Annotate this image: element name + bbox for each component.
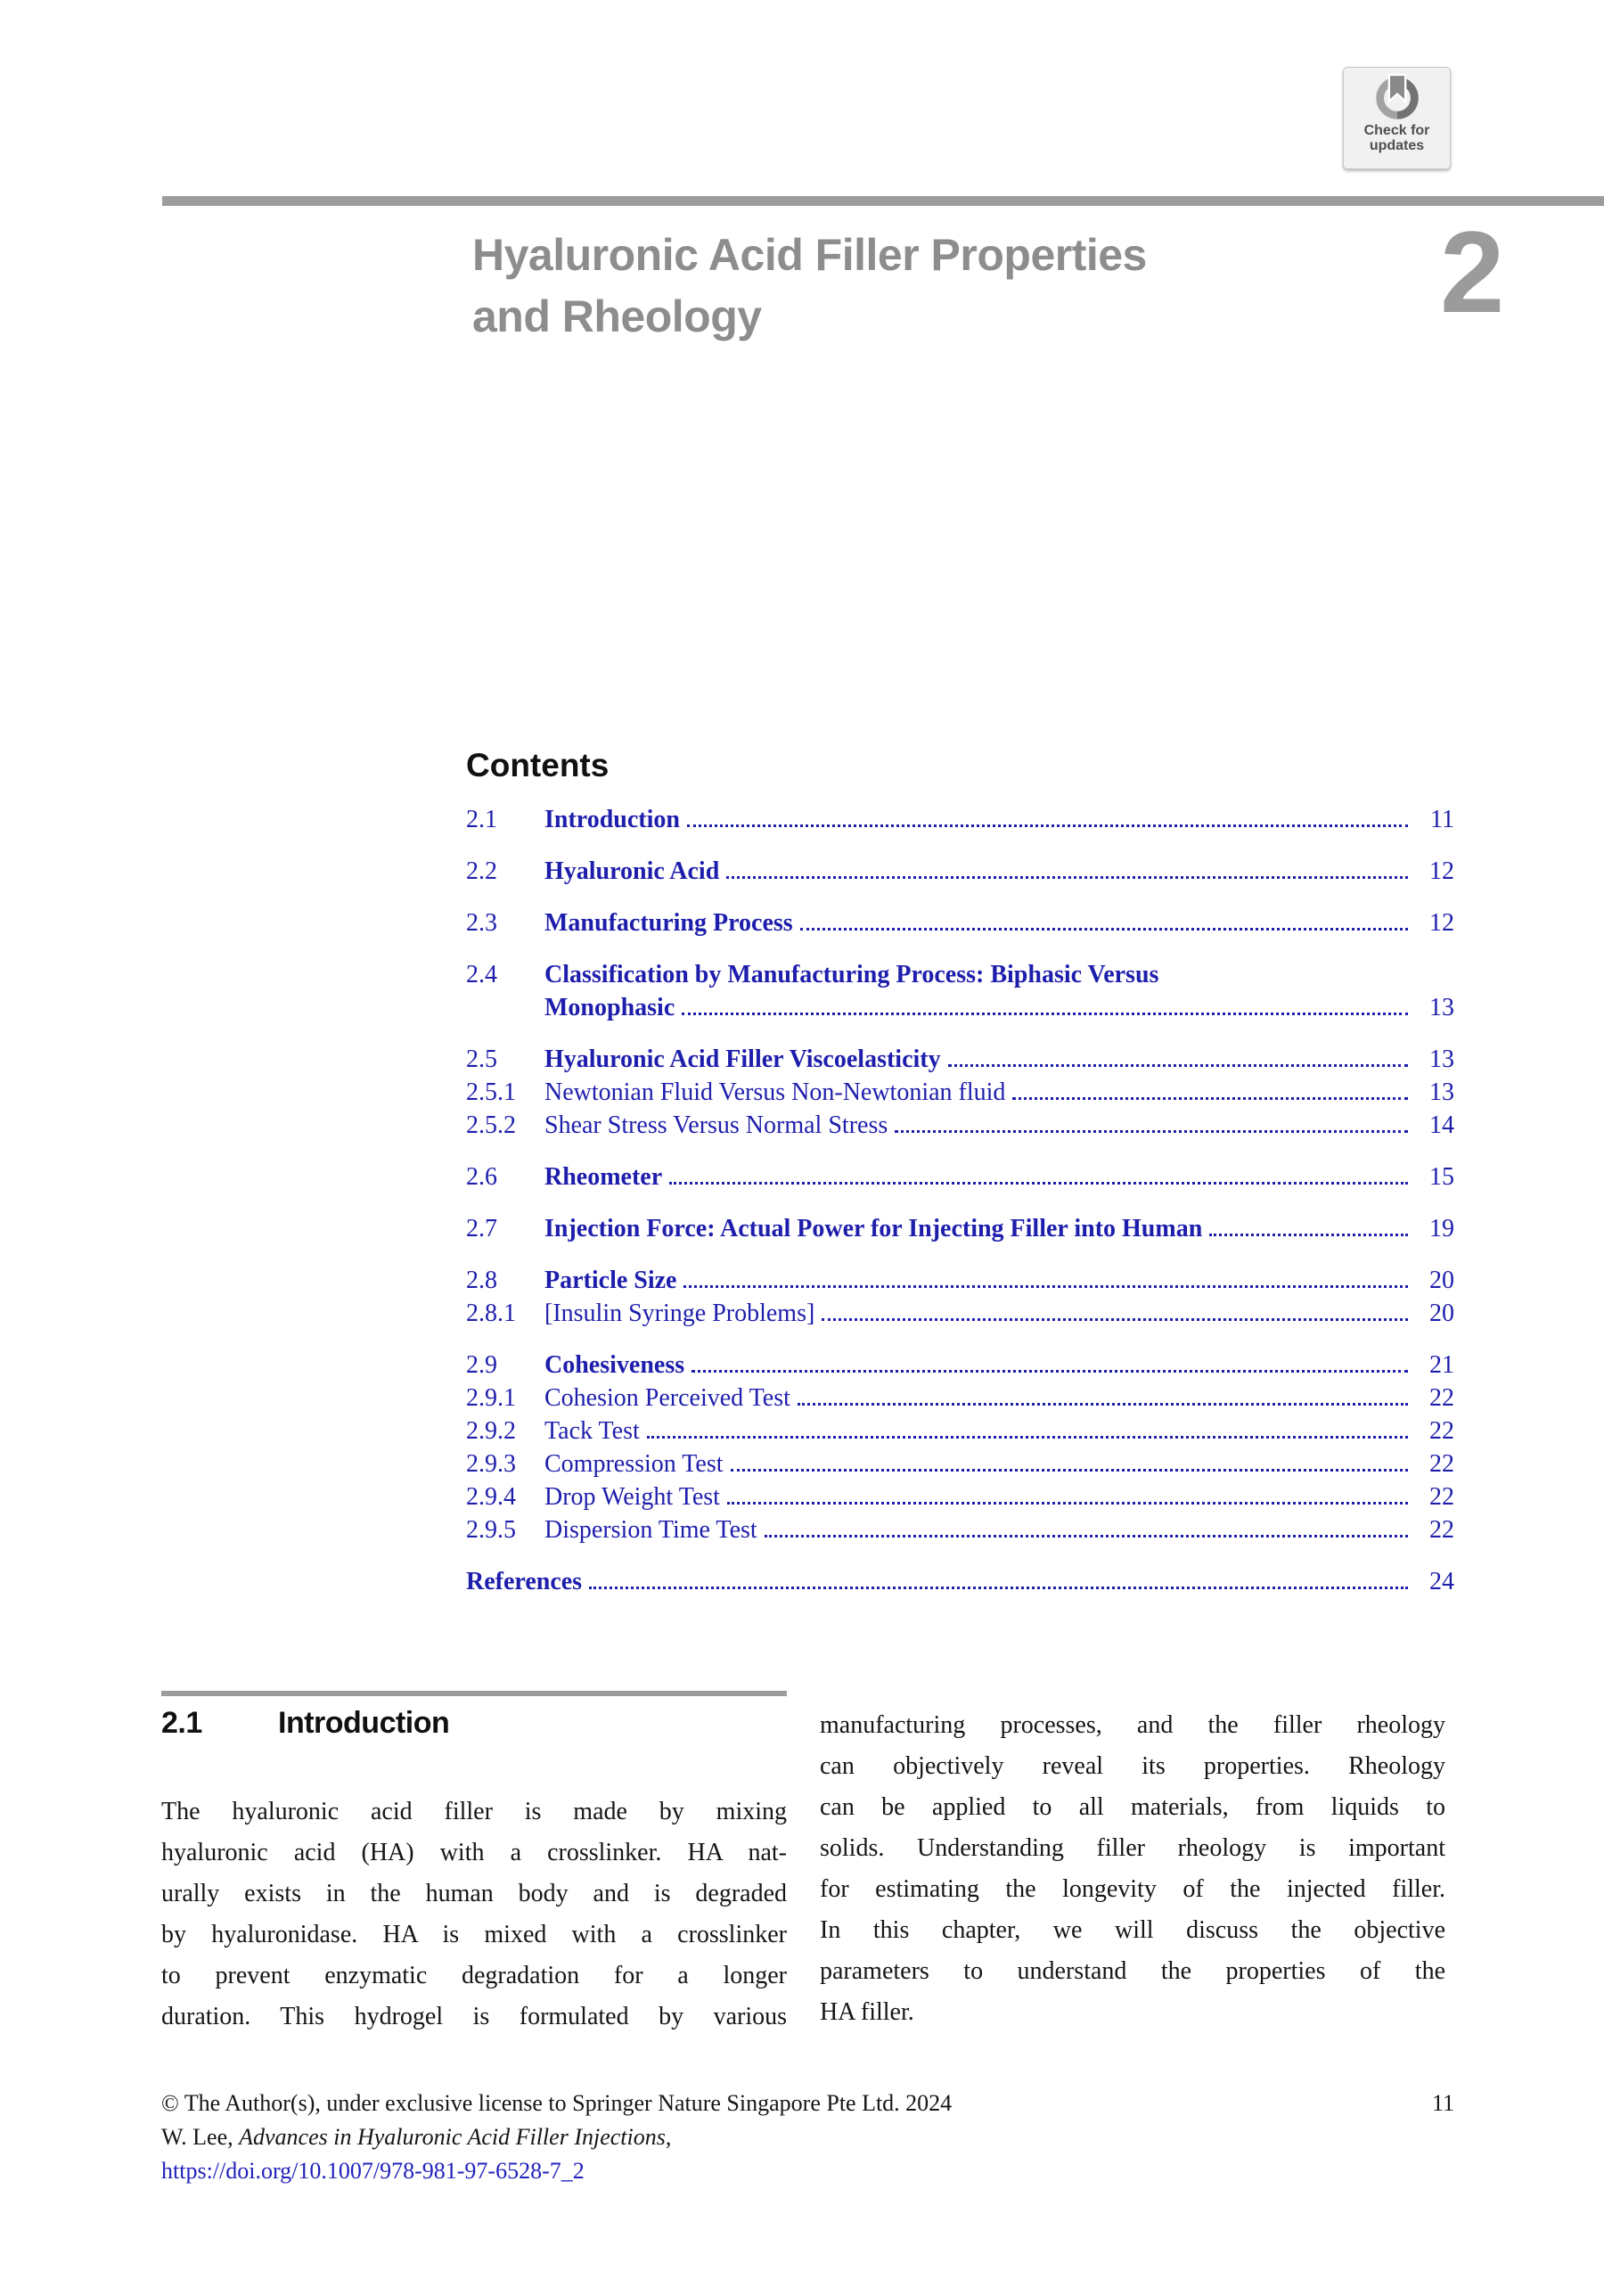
toc-entry-number-spacer xyxy=(466,991,544,1024)
toc-entry xyxy=(466,1349,1454,1382)
toc-entry-page: 22 xyxy=(1429,1483,1454,1511)
toc-dot-leader xyxy=(948,1064,1408,1067)
text-line: hyaluronic acid (HA) with a crosslinker. HA nat- xyxy=(161,1839,787,1866)
toc-entry xyxy=(466,1264,1454,1297)
text-line: duration. This hydrogel is formulated by various xyxy=(161,2003,787,2030)
toc-entry-page: 13 xyxy=(1429,994,1454,1021)
toc-entry-page: 22 xyxy=(1429,1516,1454,1544)
text-line: by hyaluronidase. HA is mixed with a crosslinker xyxy=(161,1921,787,1948)
toc-dot-leader xyxy=(822,1318,1408,1321)
toc-entry-title: Rheometer xyxy=(544,1163,663,1191)
toc-dot-leader xyxy=(589,1587,1408,1589)
toc-entry xyxy=(466,1414,1454,1447)
toc-entry xyxy=(466,1076,1454,1109)
book-title-comma: , xyxy=(665,2124,672,2150)
toc-entry-number: 2.9.1 xyxy=(466,1384,516,1412)
text-line: urally exists in the human body and is degraded xyxy=(161,1880,787,1907)
toc-entry-number: 2.4 xyxy=(466,961,497,988)
text-line: HA filler. xyxy=(820,1998,914,2026)
badge-label-line2: updates xyxy=(1369,138,1425,153)
toc-entry-page: 11 xyxy=(1430,806,1454,833)
toc-entry-title: Injection Force: Actual Power for Injecting Filler into Human xyxy=(544,1215,1203,1242)
toc-entry-number: 2.8 xyxy=(466,1267,497,1294)
toc-entry-title: Dispersion Time Test xyxy=(544,1516,757,1544)
toc-entry xyxy=(466,1160,1454,1193)
chapter-number: 2 xyxy=(1440,207,1505,337)
page-number: 11 xyxy=(1431,2090,1454,2116)
toc-entry xyxy=(466,803,1454,836)
section-number: 2.1 xyxy=(161,1706,202,1740)
author-text: W. Lee, xyxy=(161,2124,240,2150)
section-title: Introduction xyxy=(278,1706,450,1740)
book-title: Advances in Hyaluronic Acid Filler Injections xyxy=(239,2124,666,2150)
toc-entry xyxy=(466,1447,1454,1480)
toc-entry-title: Cohesiveness xyxy=(544,1351,685,1379)
toc-dot-leader xyxy=(1209,1234,1408,1236)
toc-entry-number: 2.9.3 xyxy=(466,1450,516,1478)
toc-dot-leader xyxy=(692,1370,1408,1373)
toc-entry-page: 24 xyxy=(1429,1568,1454,1595)
text-line: can objectively reveal its properties. Rheology xyxy=(820,1752,1445,1780)
toc-entry xyxy=(466,958,1454,991)
text-line: to prevent enzymatic degradation for a longer xyxy=(161,1962,787,1989)
toc-entry-number: 2.9.2 xyxy=(466,1417,516,1445)
toc-entry-title: Drop Weight Test xyxy=(544,1483,720,1511)
doi-link[interactable]: https://doi.org/10.1007/978-981-97-6528-7_2 xyxy=(161,2158,585,2184)
toc-entry xyxy=(466,1480,1454,1513)
toc-dot-leader xyxy=(727,1502,1408,1505)
toc-dot-leader xyxy=(687,824,1408,827)
toc-entry-number: 2.1 xyxy=(466,806,497,833)
toc-entry-title: Hyaluronic Acid xyxy=(544,857,720,885)
toc-entry-page: 22 xyxy=(1429,1450,1454,1478)
toc-entry-title: Newtonian Fluid Versus Non-Newtonian fluid xyxy=(544,1078,1006,1106)
toc-entry-number: 2.9.4 xyxy=(466,1483,516,1511)
toc-entry-page: 12 xyxy=(1429,909,1454,937)
toc-entry-page: 15 xyxy=(1429,1163,1454,1191)
toc-entry-page: 22 xyxy=(1429,1384,1454,1412)
chapter-title-line1: Hyaluronic Acid Filler Properties xyxy=(472,230,1147,280)
toc-entry-title: Classification by Manufacturing Process: Biphasic Versus xyxy=(544,961,1159,988)
toc-entry-title: Shear Stress Versus Normal Stress xyxy=(544,1111,888,1139)
toc-entry-number: 2.5 xyxy=(466,1046,497,1073)
toc-entry-title: Compression Test xyxy=(544,1450,724,1478)
crossmark-logo-icon xyxy=(1371,71,1424,123)
toc-entry-page: 20 xyxy=(1429,1267,1454,1294)
toc-entry-number: 2.6 xyxy=(466,1163,497,1191)
toc-entry-title: Tack Test xyxy=(544,1417,640,1445)
toc-entry-title: Cohesion Perceived Test xyxy=(544,1384,790,1412)
toc-entry-page: 14 xyxy=(1429,1111,1454,1139)
toc-entry-number: 2.5.2 xyxy=(466,1111,516,1139)
copyright-text: © The Author(s), under exclusive license to Springer Nature Singapore Pte Ltd. 2024 xyxy=(161,2090,953,2116)
toc-dot-leader xyxy=(800,928,1408,931)
toc-entry-page: 21 xyxy=(1429,1351,1454,1379)
toc-entry xyxy=(466,855,1454,888)
toc-entry-number: 2.3 xyxy=(466,909,497,937)
toc-entry-continuation xyxy=(466,991,1454,1024)
toc-entry-page: 12 xyxy=(1429,857,1454,885)
toc-entry xyxy=(466,1043,1454,1076)
toc-entry-title: Introduction xyxy=(544,806,680,833)
toc-entry xyxy=(466,1513,1454,1546)
page-footer xyxy=(161,2087,1454,2188)
toc-dot-leader xyxy=(669,1182,1408,1185)
toc-entry-page: 13 xyxy=(1429,1078,1454,1106)
toc-entry-page: 13 xyxy=(1429,1046,1454,1073)
toc-dot-leader xyxy=(1012,1097,1408,1100)
toc-entry xyxy=(466,1109,1454,1142)
table-of-contents xyxy=(466,803,1454,1598)
contents-heading: Contents xyxy=(466,747,610,783)
toc-entry-title: References xyxy=(466,1568,583,1595)
toc-dot-leader xyxy=(726,876,1408,879)
badge-label-line1: Check for xyxy=(1363,123,1430,138)
check-for-updates-badge[interactable] xyxy=(1343,67,1451,169)
toc-dot-leader xyxy=(798,1403,1408,1406)
toc-dot-leader xyxy=(765,1535,1408,1538)
intro-right-column xyxy=(820,1705,1445,2033)
text-line: can be applied to all materials, from liquids to xyxy=(820,1793,1445,1821)
toc-entry-number: 2.5.1 xyxy=(466,1078,516,1106)
toc-entry-page: 19 xyxy=(1429,1215,1454,1242)
text-line: solids. Understanding filler rheology is important xyxy=(820,1834,1445,1862)
toc-entry-number: 2.8.1 xyxy=(466,1300,516,1327)
toc-entry-page: 22 xyxy=(1429,1417,1454,1445)
intro-left-column xyxy=(161,1792,787,2038)
toc-entry-number: 2.7 xyxy=(466,1215,497,1242)
text-line: for estimating the longevity of the injected filler. xyxy=(820,1875,1445,1903)
section-rule xyxy=(161,1691,787,1696)
toc-entry-number: 2.9.5 xyxy=(466,1516,516,1544)
toc-entry xyxy=(466,1382,1454,1414)
toc-dot-leader xyxy=(683,1285,1408,1288)
toc-entry-title: Monophasic xyxy=(544,994,675,1021)
text-line: manufacturing processes, and the filler rheology xyxy=(820,1711,1445,1739)
toc-entry-title: Hyaluronic Acid Filler Viscoelasticity xyxy=(544,1046,941,1073)
chapter-title xyxy=(472,225,1147,348)
toc-entry-title: Particle Size xyxy=(544,1267,677,1294)
section-heading xyxy=(161,1706,787,1741)
toc-dot-leader xyxy=(647,1436,1408,1439)
toc-entry-title: [Insulin Syringe Problems] xyxy=(544,1300,815,1327)
toc-entry xyxy=(466,1212,1454,1245)
toc-entry-number: 2.2 xyxy=(466,857,497,885)
toc-entry xyxy=(466,906,1454,939)
toc-dot-leader xyxy=(895,1130,1408,1133)
toc-entry xyxy=(466,1297,1454,1330)
chapter-title-line2: and Rheology xyxy=(472,291,762,341)
text-line: parameters to understand the properties of the xyxy=(820,1957,1445,1985)
toc-dot-leader xyxy=(731,1469,1408,1472)
citation-line xyxy=(161,2120,1454,2154)
toc-entry-references xyxy=(466,1565,1454,1598)
text-line: In this chapter, we will discuss the objective xyxy=(820,1916,1445,1944)
text-line: The hyaluronic acid filler is made by mixing xyxy=(161,1798,787,1825)
toc-dot-leader xyxy=(682,1013,1408,1015)
toc-entry-title: Manufacturing Process xyxy=(544,909,793,937)
toc-entry-page: 20 xyxy=(1429,1300,1454,1327)
toc-entry-number: 2.9 xyxy=(466,1351,497,1379)
header-rule xyxy=(162,196,1604,206)
